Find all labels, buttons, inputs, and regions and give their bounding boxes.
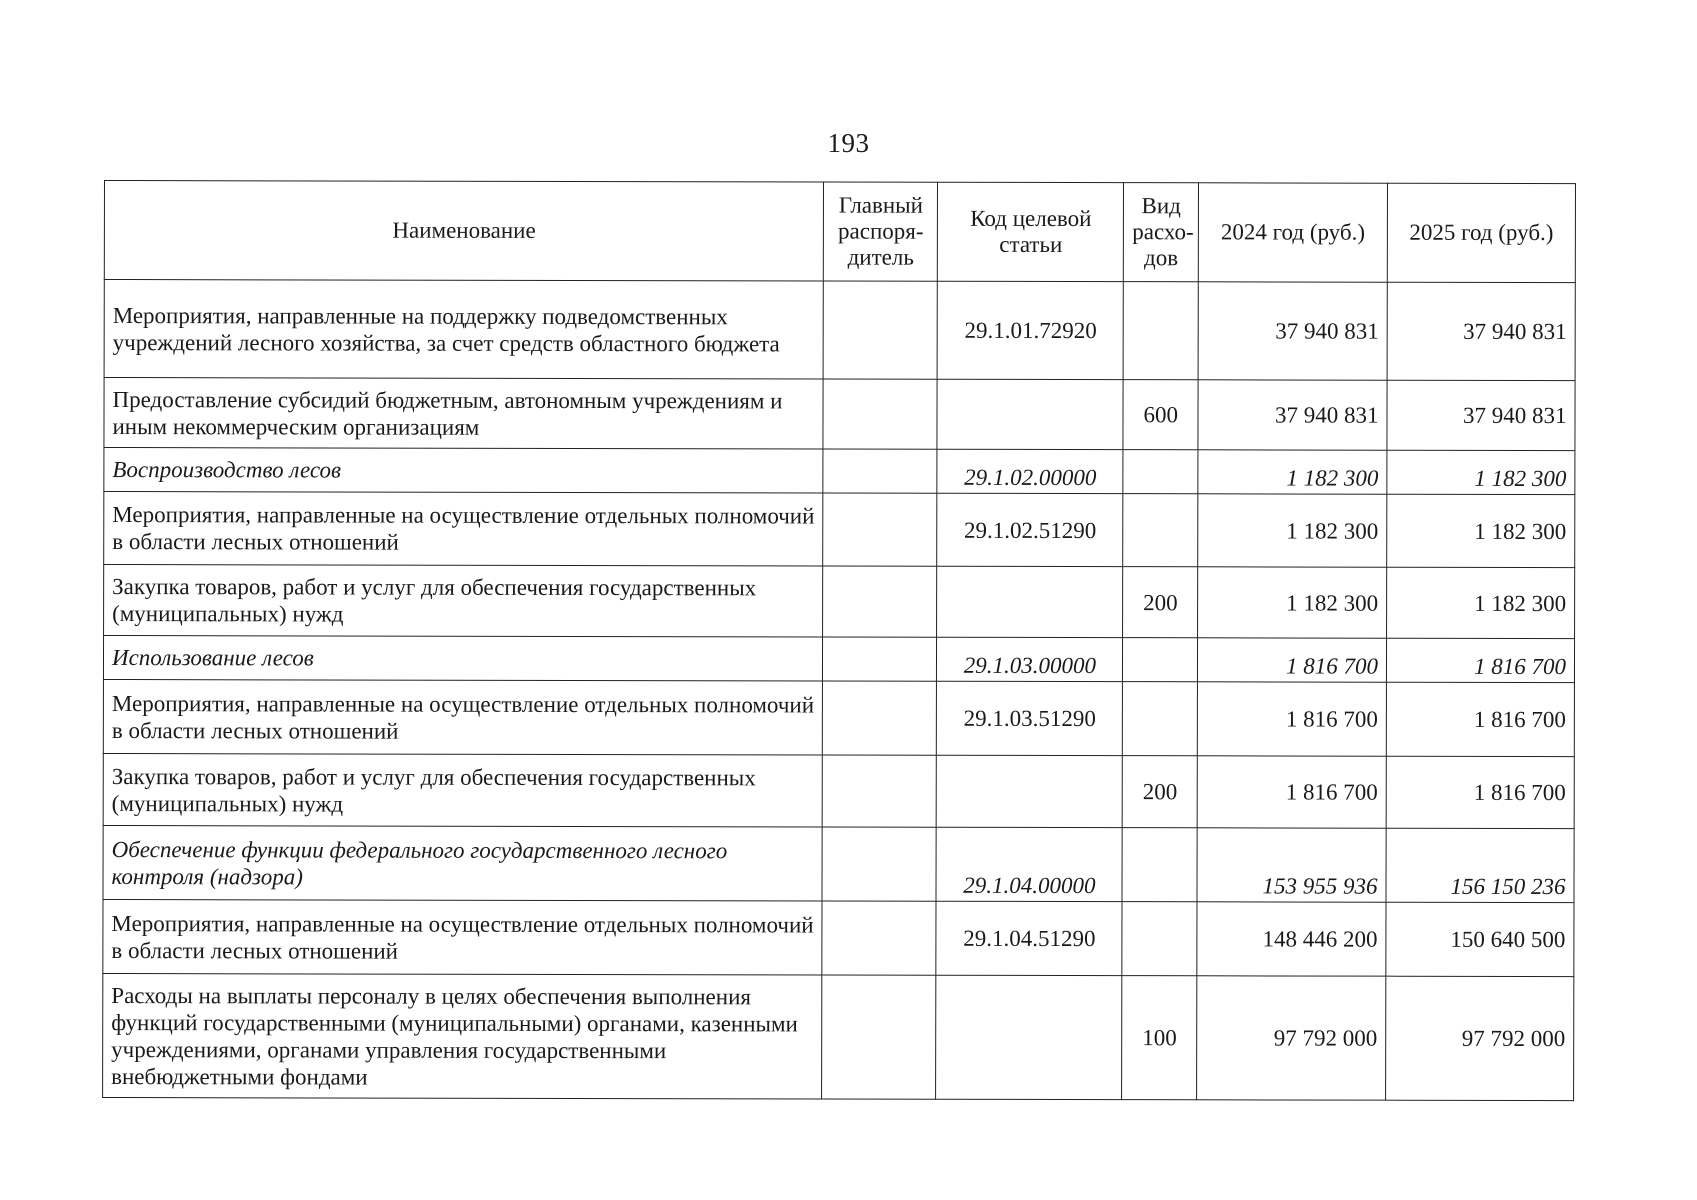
row-target-code (937, 755, 1123, 827)
row-name: Закупка товаров, работ и услуг для обеспечения государственных (муниципальных) нужд (104, 565, 823, 638)
page-number: 193 (827, 128, 870, 158)
row-amount-2025: 97 792 000 (1386, 976, 1574, 1100)
row-manager (823, 281, 937, 379)
row-amount-2025: 1 182 300 (1387, 450, 1575, 494)
row-amount-2024: 1 816 700 (1197, 756, 1386, 828)
row-amount-2024: 1 816 700 (1198, 638, 1387, 682)
row-target-code: 29.1.02.00000 (937, 449, 1123, 493)
row-name: Предоставление субсидий бюджетным, автономным учреждениям и иным некоммерческим организациям (104, 378, 823, 450)
row-manager (823, 637, 937, 681)
budget-table (102, 180, 1576, 1101)
table-row (104, 448, 1575, 495)
table-body (103, 280, 1576, 1101)
row-name: Использование лесов (103, 636, 822, 682)
row-manager (823, 379, 937, 449)
row-manager (823, 493, 937, 566)
header-name: Наименование (104, 181, 824, 282)
row-expense-kind (1123, 282, 1198, 380)
row-expense-kind: 600 (1123, 380, 1198, 450)
row-amount-2024: 1 182 300 (1198, 494, 1387, 567)
row-amount-2025: 1 182 300 (1387, 567, 1575, 638)
row-name: Воспроизводство лесов (104, 448, 823, 494)
row-manager (823, 681, 937, 755)
row-manager (823, 566, 937, 637)
row-amount-2024: 97 792 000 (1197, 976, 1386, 1100)
row-expense-kind (1123, 494, 1198, 567)
header-manager: Главный распоря-дитель (824, 182, 938, 281)
table-row (104, 565, 1575, 639)
header-expense-kind: Вид расхо-дов (1124, 183, 1199, 282)
row-expense-kind: 100 (1122, 976, 1197, 1100)
row-name: Закупка товаров, работ и услуг для обеспечения государственных (муниципальных) нужд (103, 753, 822, 827)
row-name: Мероприятия, направленные на поддержку подведомственных учреждений лесного хозяйства, за счет средств областного бюджета (104, 280, 824, 380)
row-expense-kind: 200 (1123, 756, 1198, 828)
table-row (104, 492, 1575, 568)
row-target-code (937, 566, 1123, 637)
table-row (103, 679, 1574, 756)
row-amount-2024: 37 940 831 (1198, 282, 1387, 380)
row-manager (822, 755, 936, 827)
row-target-code: 29.1.02.51290 (937, 493, 1123, 566)
row-expense-kind (1122, 902, 1197, 976)
row-amount-2024: 1 182 300 (1198, 567, 1387, 638)
row-amount-2024: 153 955 936 (1197, 828, 1386, 902)
row-name: Мероприятия, направленные на осуществление отдельных полномочий в области лесных отношений (103, 899, 822, 975)
header-row (104, 181, 1575, 283)
header-year-2025: 2025 год (руб.) (1387, 183, 1575, 282)
row-amount-2024: 1 816 700 (1197, 682, 1386, 756)
row-target-code: 29.1.03.51290 (937, 681, 1123, 755)
row-amount-2025: 1 182 300 (1387, 494, 1575, 567)
row-amount-2025: 150 640 500 (1386, 902, 1574, 976)
row-amount-2025: 156 150 236 (1386, 828, 1574, 902)
row-target-code: 29.1.04.00000 (936, 827, 1122, 901)
table-header (104, 181, 1575, 283)
row-amount-2024: 1 182 300 (1198, 450, 1387, 494)
row-name: Мероприятия, направленные на осуществление отдельных полномочий в области лесных отношений (104, 492, 823, 567)
table-row (104, 280, 1575, 381)
row-target-code: 29.1.01.72920 (938, 281, 1124, 379)
table-row (103, 973, 1574, 1100)
row-amount-2025: 1 816 700 (1386, 682, 1574, 756)
row-target-code (936, 975, 1122, 1099)
row-manager (823, 449, 937, 493)
row-name: Расходы на выплаты персоналу в целях обеспечения выполнения функций государственными (муниципальными) органами, казенными учреждениями, органами управления государственными внебюджетными фондами (103, 973, 823, 1099)
header-year-2024: 2024 год (руб.) (1198, 183, 1387, 282)
row-manager (822, 827, 936, 901)
row-amount-2024: 148 446 200 (1197, 902, 1386, 976)
header-target-code: Код целевой статьи (938, 182, 1124, 281)
row-name: Обеспечение функции федерального государственного лесного контроля (надзора) (103, 825, 822, 901)
row-amount-2025: 1 816 700 (1386, 638, 1574, 682)
table-row (103, 636, 1574, 683)
row-expense-kind (1122, 828, 1197, 902)
row-target-code: 29.1.03.00000 (937, 637, 1123, 681)
table-row (104, 378, 1575, 451)
row-manager (822, 975, 936, 1099)
table-row (103, 753, 1574, 828)
row-amount-2025: 1 816 700 (1386, 756, 1574, 828)
row-amount-2025: 37 940 831 (1387, 282, 1575, 380)
row-expense-kind (1123, 682, 1198, 756)
row-amount-2024: 37 940 831 (1198, 380, 1387, 450)
row-amount-2025: 37 940 831 (1387, 380, 1575, 450)
row-manager (822, 901, 936, 975)
row-expense-kind (1123, 638, 1198, 682)
table-row (103, 899, 1574, 976)
row-target-code (937, 379, 1123, 449)
row-expense-kind: 200 (1123, 567, 1198, 638)
row-expense-kind (1123, 450, 1198, 494)
row-target-code: 29.1.04.51290 (936, 901, 1122, 975)
row-name: Мероприятия, направленные на осуществление отдельных полномочий в области лесных отношений (103, 679, 822, 755)
table-row (103, 825, 1574, 902)
